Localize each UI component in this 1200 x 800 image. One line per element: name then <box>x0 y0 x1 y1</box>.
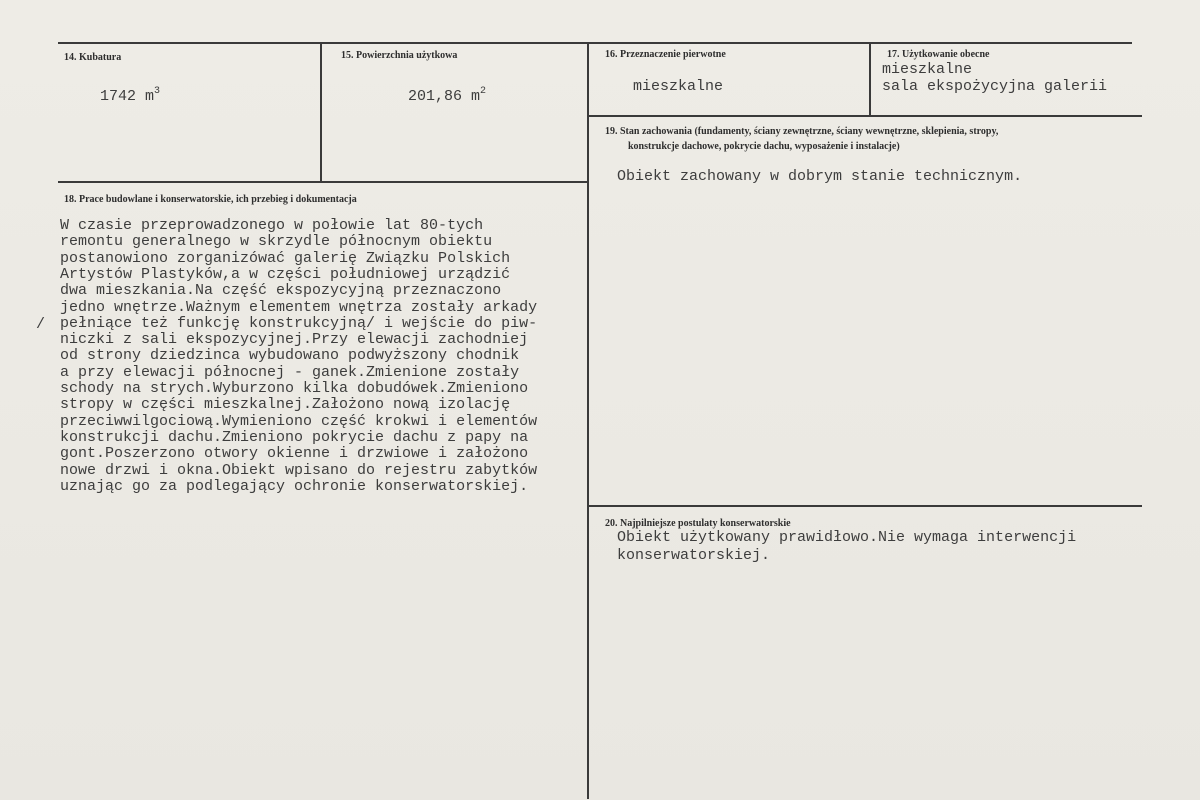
field-15-value: 201,86 $m^2$ <box>408 86 487 105</box>
field-18-line: nowe drzwi i okna.Obiekt wpisano do rejestru zabytków <box>60 461 538 479</box>
field-17-value-line1: mieszkalne <box>882 61 973 78</box>
divider-14-15 <box>320 42 322 182</box>
field-18-line: stropy w części mieszkalnej.Założono nową izolację <box>60 396 511 414</box>
field-14-label: 14. Kubatura <box>64 52 122 63</box>
field-19-label-line1: 19. Stan zachowania (fundamenty, ściany zewnętrzne, ściany wewnętrzne, sklepienia, stropy, <box>605 126 999 137</box>
field-19-label-line2: konstrukcje dachowe, pokrycie dachu, wyposażenie i instalacje) <box>628 141 900 152</box>
field-19-value: Obiekt zachowany w dobrym stanie technicznym. <box>617 168 1023 185</box>
field-16-label: 16. Przeznaczenie pierwotne <box>605 49 726 60</box>
field-20-label: 20. Najpilniejsze postulaty konserwatorskie <box>605 518 791 529</box>
field-20-value-line2: konserwatorskiej. <box>617 547 771 564</box>
field-20-value-line1: Obiekt użytkowany prawidłowo.Nie wymaga interwencji <box>617 529 1077 546</box>
field-18-line: konstrukcji dachu.Zmieniono pokrycie dachu z papy na <box>60 428 529 446</box>
field-16-value: mieszkalne <box>633 78 724 95</box>
rule-under-16-17 <box>589 115 1142 117</box>
field-18-line: postanowiono zorganizówać galerię Związku Polskich <box>60 249 511 267</box>
field-17-value-line2: sala ekspożycyjna galerii <box>882 78 1108 95</box>
rule-above-20 <box>589 505 1142 507</box>
field-18-line: a przy elewacji północnej - ganek.Zmienione zostały <box>60 363 520 381</box>
divider-15-16 <box>587 42 589 799</box>
divider-16-17 <box>869 42 871 116</box>
field-18-line: uznając go za podlegający ochronie konserwatorskiej. <box>60 477 529 495</box>
field-18-line: niczki z sali ekspozycyjnej.Przy elewacji zachodniej <box>60 331 529 349</box>
rule-under-14-15 <box>58 181 589 183</box>
field-18-line: remontu generalnego w skrzydle północnym obiektu <box>60 233 493 251</box>
field-18-label: 18. Prace budowlane i konserwatorskie, ich przebieg i dokumentacja <box>64 194 357 205</box>
field-18-line: jedno wnętrze.Ważnym elementem wnętrza zostały arkady <box>60 298 538 316</box>
field-17-label: 17. Użytkowanie obecne <box>887 49 990 60</box>
field-18-line: od strony dziedzinca wybudowano podwyższony chodnik <box>60 347 520 365</box>
field-18-line: schody na strych.Wyburzono kilka dobudówek.Zmieniono <box>60 380 529 397</box>
field-15-label: 15. Powierzchnia użytkowa <box>341 50 458 61</box>
field-18-line: gont.Poszerzono otwory okienne i drzwiowe i założono <box>60 445 529 463</box>
field-18-line: dwa mieszkania.Na część ekspozycyjną przeznaczono <box>60 282 502 300</box>
field-18-line: przeciwwilgociową.Wymieniono część krokwi i elementów <box>60 412 538 430</box>
field-18-line: Artystów Plastyków,a w części południowej urządzić <box>60 265 511 283</box>
margin-mark: / <box>36 316 46 333</box>
field-18-line: pełniące też funkcję konstrukcyjną/ i wejście do piw- <box>60 314 538 332</box>
field-18-line: W czasie przeprowadzonego w połowie lat 80-tych <box>60 217 484 234</box>
field-14-value: 1742 $m^3$ <box>100 86 161 105</box>
top-rule <box>58 42 1132 44</box>
